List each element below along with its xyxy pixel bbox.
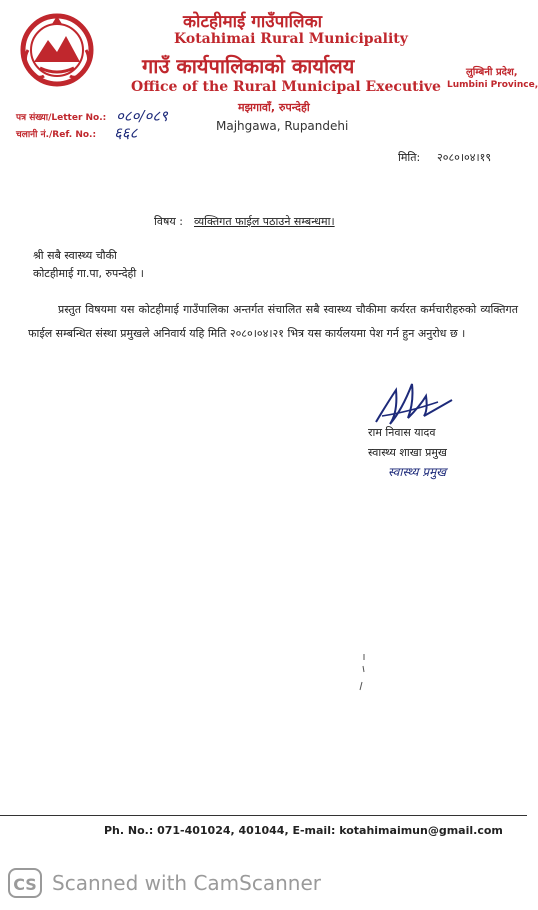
recipient-line-2: कोटहीमाई गा.पा, रुपन्देही । xyxy=(33,267,144,280)
footer-contact: Ph. No.: 071-401024, 401044, E-mail: kotahimaimun@gmail.com xyxy=(104,824,503,837)
signatory-title: स्वास्थ्य शाखा प्रमुख xyxy=(368,446,447,459)
province-np: लुम्बिनी प्रदेश, xyxy=(466,67,518,78)
scan-mark-icon xyxy=(358,652,368,692)
municipality-name-np: कोटहीमाई गाउँपालिका xyxy=(183,12,323,32)
place-en: Majhgawa, Rupandehi xyxy=(216,119,349,133)
date-value: २०८०।०४।१९ xyxy=(437,151,492,164)
ref-no-value: ६६८ xyxy=(114,124,138,142)
letter-no-value: ०८०/०८९ xyxy=(116,107,168,125)
signature-note: स्वास्थ्य प्रमुख xyxy=(388,465,447,479)
office-name-en: Office of the Rural Municipal Executive xyxy=(131,79,441,95)
office-name-np: गाउँ कार्यपालिकाको कार्यालय xyxy=(142,54,355,78)
letter-no-label: पत्र संख्या/Letter No.: xyxy=(16,113,107,123)
subject-label: विषय : xyxy=(154,215,183,228)
date-label: मिति: xyxy=(398,151,421,164)
signatory-name: राम निवास यादव xyxy=(368,426,436,439)
ref-no-label: चलानी नं./Ref. No.: xyxy=(16,130,97,140)
municipality-name-en: Kotahimai Rural Municipality xyxy=(174,31,408,47)
letter-body: प्रस्तुत विषयमा यस कोटहीमाई गाउँपालिका अन्तर्गत संचालित सबै स्वास्थ्य चौकीमा कर्यरत कर्मचारीहरुको व्यक्तिगत फाईल सम्बन्धित संस्था प्रमुखले अनिवार्य यहि मिति २०८०।०४।२१ भित्र यस कार्यलयमा पेश गर्न हुन अनुरोध छ । xyxy=(28,303,518,340)
place-np: मझगावाँ, रुपन्देही xyxy=(238,101,310,114)
footer-divider xyxy=(0,815,527,816)
signature-mark-icon xyxy=(368,372,458,432)
camscanner-logo-icon: CS xyxy=(8,868,42,898)
province-en: Lumbini Province, xyxy=(447,80,538,90)
recipient-line-1: श्री सबै स्वास्थ्य चौकी xyxy=(33,249,117,262)
camscanner-watermark: Scanned with CamScanner xyxy=(52,871,321,895)
municipality-emblem-icon xyxy=(14,10,100,90)
subject-text: व्यक्तिगत फाईल पठाउने सम्बन्धमा। xyxy=(194,215,335,228)
